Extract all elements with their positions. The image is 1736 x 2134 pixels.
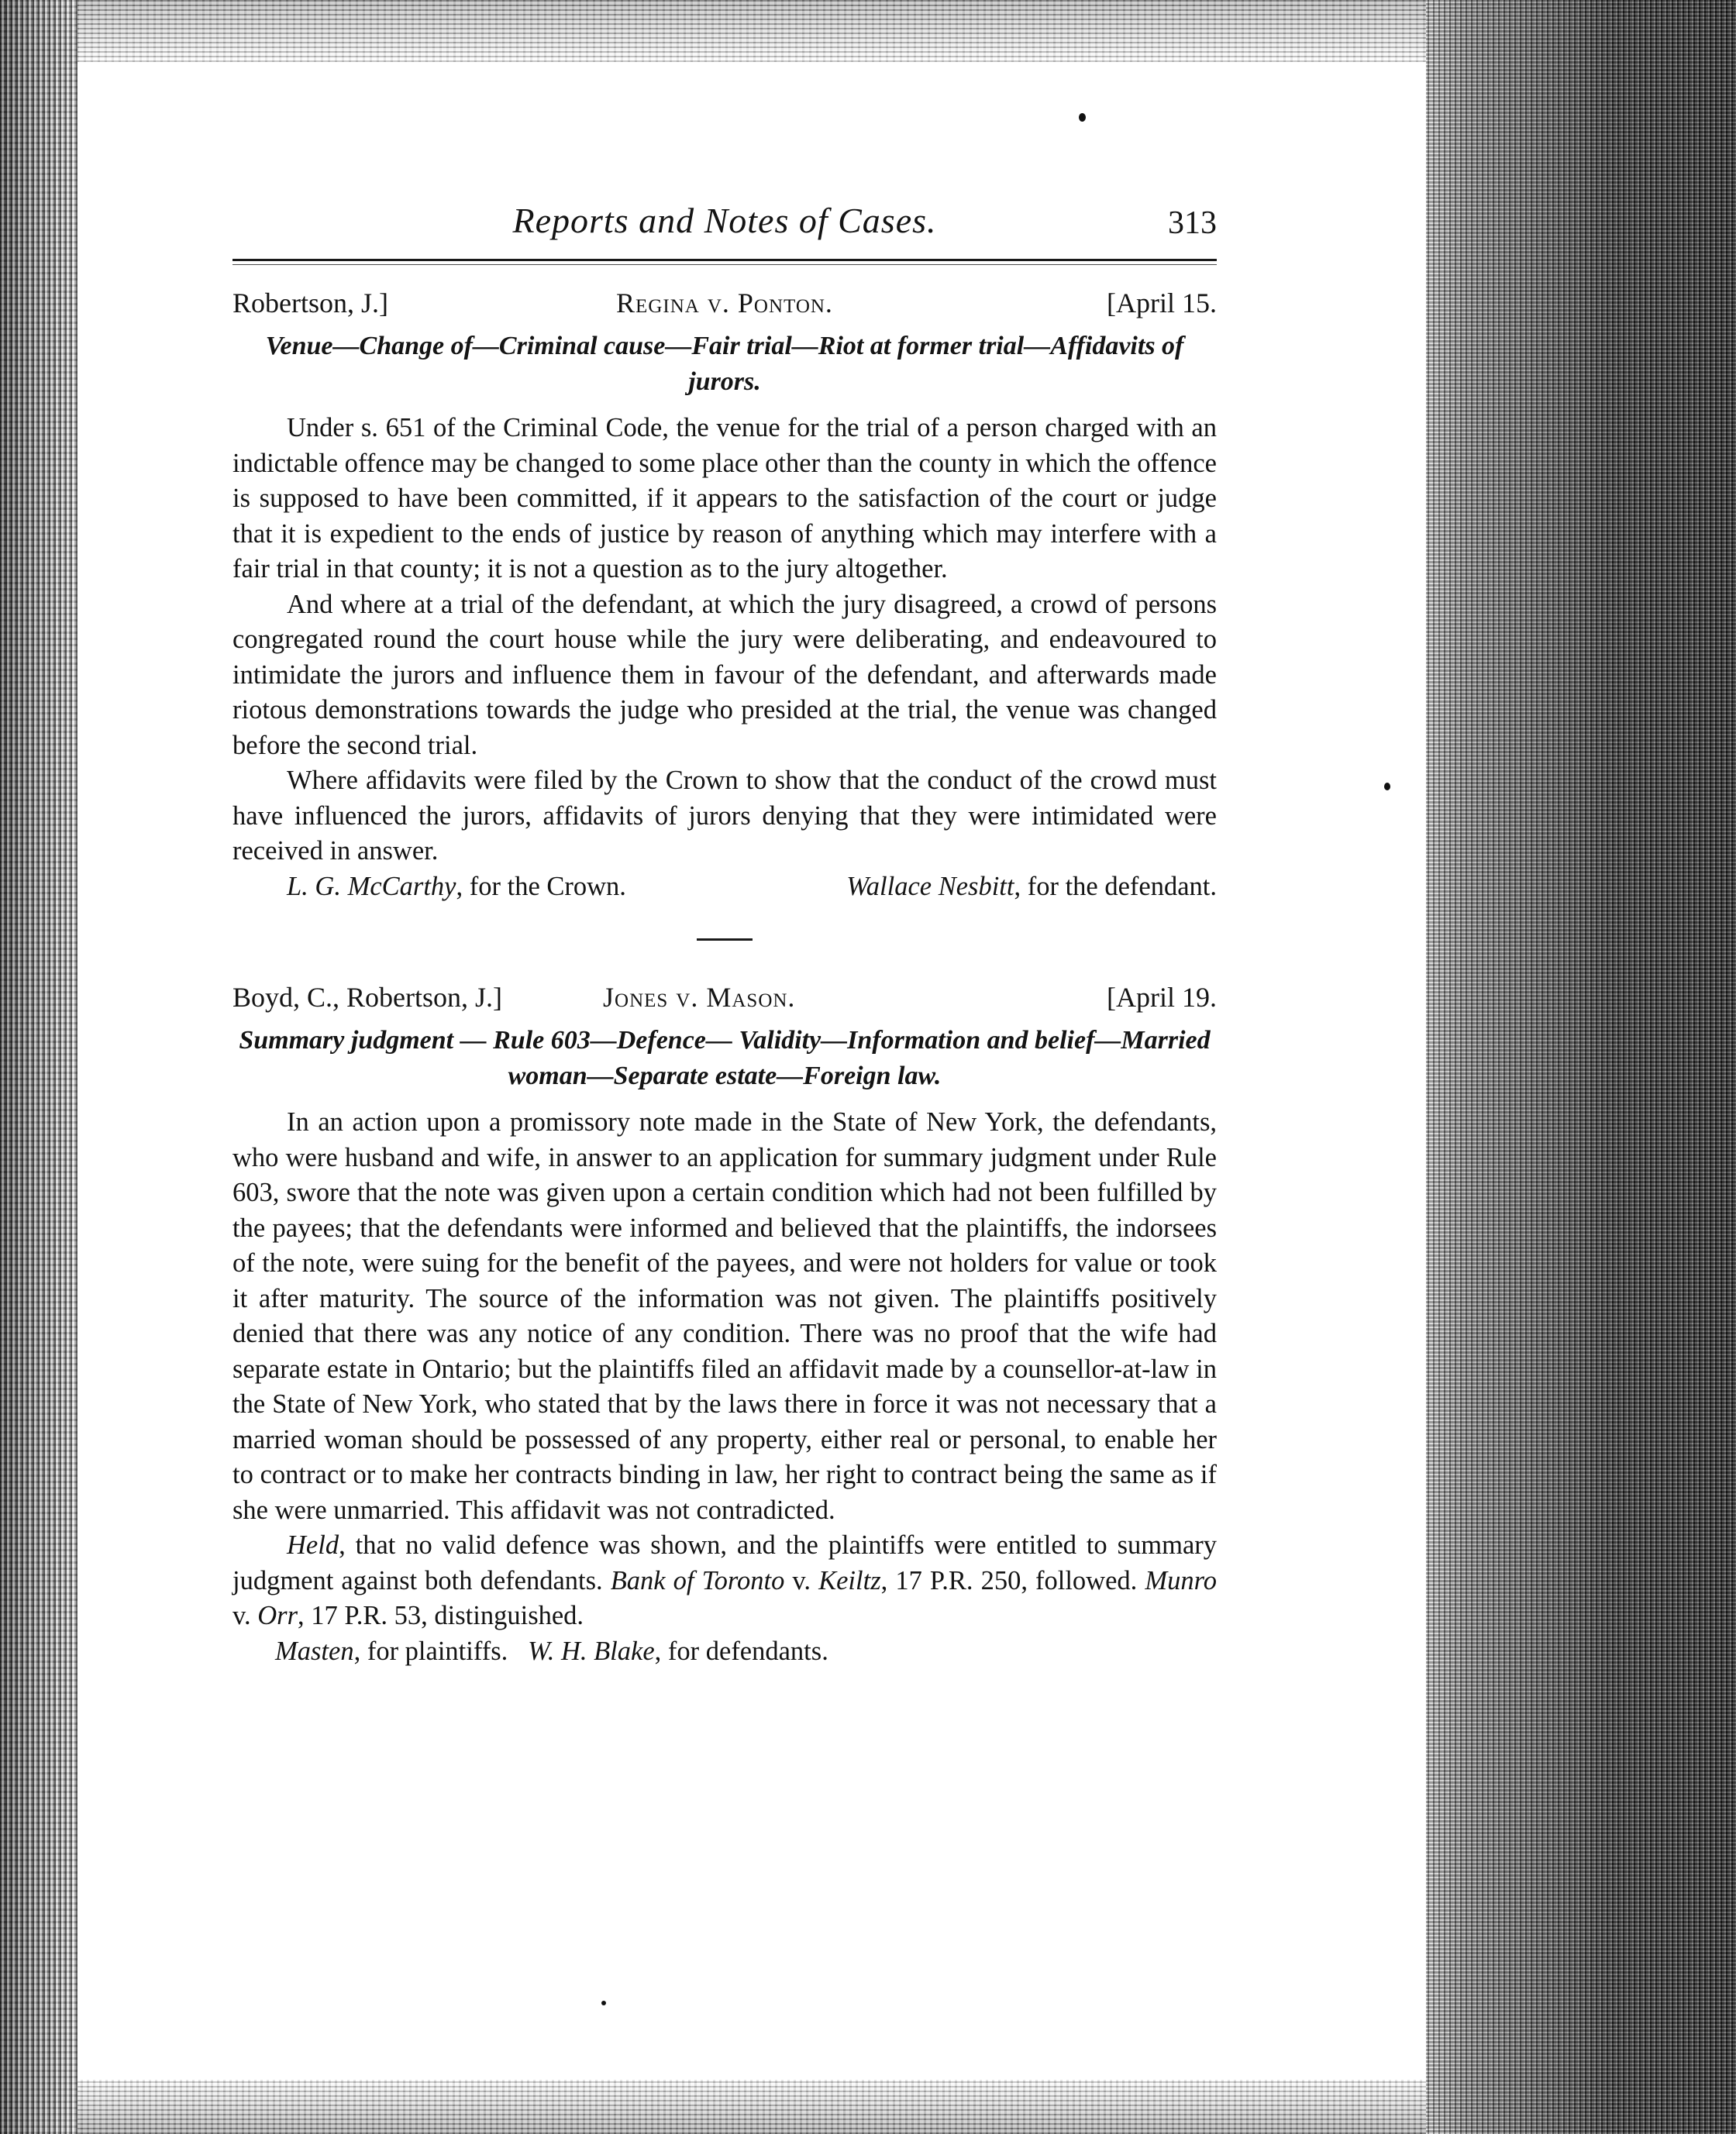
- case-paragraph: In an action upon a promissory note made in the State of New York, the defendants, who were husband and wife, in answer to an application for summary judgment under Rule 603, swore that the note was given upon a certain condition which had not been fulfilled by the payees; that the defendants were informed and believed that the plaintiffs, the indorsees of the note, were suing for the benefit of the payees, and were not holders for value or took it after maturity. The source of the information was not given. The plaintiffs positively denied that there was any notice of any condition. There was no proof that the wife had separate estate in Ontario; but the plaintiffs filed an affidavit made by a counsellor-at-law in the State of New York, who stated that by the laws there in force it was not necessary that a married woman should be possessed of any property, either real or personal, to enable her to contract or to make her contracts binding in law, her right to contract being the same as if she were unmarried. This affidavit was not contradicted.: [232, 1107, 1217, 1525]
- scan-edge-top: [0, 0, 1442, 62]
- case-date: [April 15.: [1107, 287, 1217, 318]
- counsel-role: , for plaintiffs.: [353, 1636, 508, 1666]
- case-date: [April 19.: [1107, 982, 1217, 1013]
- cited-case-party: Orr: [257, 1601, 298, 1630]
- case-judge: Robertson, J.]: [232, 287, 388, 318]
- running-head: [232, 194, 1217, 256]
- scan-speck: [601, 2001, 606, 2005]
- case-jones-v-mason: [232, 981, 1217, 1669]
- scan-speck: [1384, 783, 1390, 790]
- cited-case: Bank of Toronto: [610, 1565, 785, 1595]
- counsel-name: Masten: [275, 1636, 354, 1666]
- header-rule-thin: [232, 264, 1217, 265]
- cited-case-v: v.: [784, 1565, 819, 1595]
- cited-case-v: v.: [232, 1601, 258, 1630]
- case-regina-v-ponton: [232, 287, 1217, 904]
- case-heading: [232, 287, 1217, 324]
- counsel-role: , for defendants.: [654, 1636, 828, 1666]
- cited-case-rest: , 17 P.R. 250, followed.: [880, 1565, 1145, 1595]
- case-headnote: Summary judgment — Rule 603—Defence— Validity—Information and belief—Married woman—Separate estate—Foreign law.: [239, 1026, 1211, 1090]
- scan-edge-bottom: [0, 2080, 1442, 2134]
- held-paragraph: [232, 1528, 1217, 1634]
- scan-edge-left: [0, 0, 78, 2134]
- counsel-name: W. H. Blake: [528, 1636, 655, 1666]
- counsel-name: L. G. McCarthy: [287, 871, 456, 901]
- counsel-role: , for the Crown.: [456, 871, 626, 901]
- page-number: 313: [1168, 205, 1217, 241]
- cited-case-party: Keiltz: [818, 1565, 881, 1595]
- counsel-role: , for the defendant.: [1014, 871, 1217, 901]
- scan-edge-right: [1426, 0, 1736, 2134]
- scan-speck: [1079, 113, 1086, 122]
- case-paragraph: Under s. 651 of the Criminal Code, the venue for the trial of a person charged with an indictable offence may be changed to some place other than the county in which the offence is supposed to have been committed, if it appears to the satisfaction of the court or judge that it is expedient to the ends of justice by reason of anything which may interfere with a fair trial in that county; it is not a question as to the jury altogether.: [232, 413, 1217, 583]
- cited-case: Munro: [1145, 1565, 1217, 1595]
- counsel-right: [846, 869, 1217, 905]
- header-rule: [232, 259, 1217, 261]
- counsel-line: [232, 869, 1217, 905]
- held-word: Held: [287, 1530, 339, 1560]
- document-page: [232, 194, 1217, 1669]
- running-title: Reports and Notes of Cases.: [512, 201, 937, 240]
- case-separator: [697, 938, 753, 941]
- counsel-line: [232, 1634, 1217, 1670]
- case-name: Regina v. Ponton.: [616, 287, 833, 318]
- case-headnote: Venue—Change of—Criminal cause—Fair trial—Riot at former trial—Affidavits of jurors.: [265, 332, 1184, 396]
- case-heading: [232, 981, 1217, 1018]
- case-paragraph: Where affidavits were filed by the Crown to show that the conduct of the crowd must have influenced the jurors, affidavits of jurors denying that they were intimidated were received in answer.: [232, 766, 1217, 866]
- case-name: Jones v. Mason.: [603, 982, 796, 1013]
- held-text: , that no valid defence was shown, and the plaintiffs were entitled to summary judgment against both defendants.: [232, 1530, 1217, 1595]
- counsel-name: Wallace Nesbitt: [846, 871, 1014, 901]
- cited-case-rest: , 17 P.R. 53, distinguished.: [298, 1601, 584, 1630]
- case-judge: Boyd, C., Robertson, J.]: [232, 982, 503, 1013]
- case-paragraph: And where at a trial of the defendant, at which the jury disagreed, a crowd of persons congregated round the court house while the jury were deliberating, and endeavoured to intimidate the jurors and influence them in favour of the defendant, and afterwards made riotous demonstrations towards the judge who presided at the trial, the venue was changed before the second trial.: [232, 589, 1217, 760]
